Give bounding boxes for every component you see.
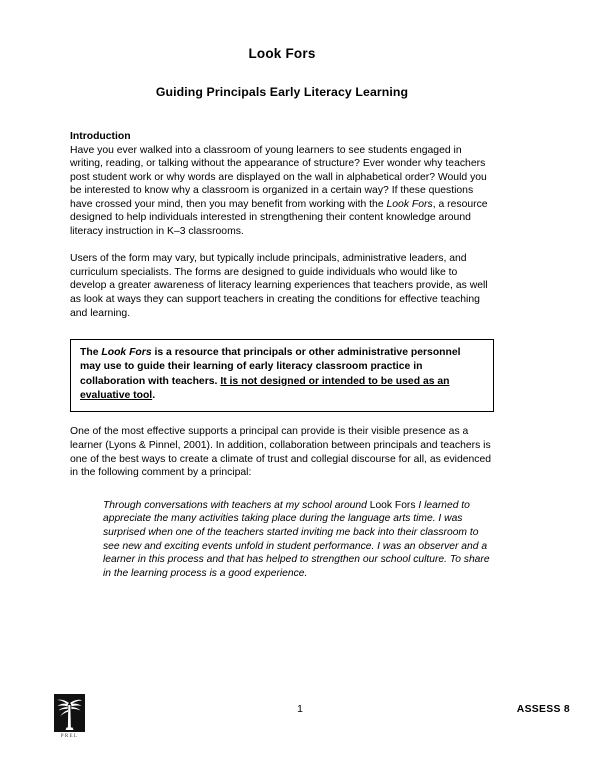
callout-trailing: . [152, 389, 156, 401]
intro-italic-term: Look Fors [386, 198, 433, 210]
intro-text-part-1: Have you ever walked into a classroom of young learners to see students engaged in writing, reading, or talking without the appearance of structure? Ever wonder why teachers post student work or why words are displayed on the wall in alphabetical order? Would you be interested to know why a classroom is organized in a certain way? If these questions have crossed your mind, then you may benefit from working with the [70, 144, 487, 210]
intro-paragraph [70, 144, 494, 239]
prel-logo-wordmark: PREL [60, 734, 79, 739]
callout-underlined-statement: It is not designed or intended to be used as an evaluative tool [80, 375, 450, 401]
callout-text [80, 346, 484, 403]
page-number: 1 [297, 704, 303, 715]
callout-italic-term: Look Fors [101, 347, 152, 359]
document-content [70, 0, 494, 580]
page-subtitle: Guiding Principals Early Literacy Learning [155, 85, 409, 99]
quote-upright-term: Look Fors [369, 499, 416, 511]
callout-lead: The [80, 347, 102, 359]
section-heading-introduction: Introduction [70, 131, 131, 142]
intro-text-part-2: , a resource designed to help individuals interested in strengthening their content knowledge around literacy instruction in K–3 classrooms. [70, 198, 488, 238]
principal-quote [70, 480, 494, 581]
callout-middle: is a resource that principals or other administrative personnel may use to guide their learning of early literacy classroom practice in collaboration with teachers. [80, 347, 461, 387]
quote-part-2: I learned to appreciate the many activities taking place during the language arts time. I was surprised when one of the teachers started inviting me back into their classroom to see new and exciting events unfold in student performance. I was an observer and a learner in this process and that has helped to strengthen our school culture. To share in the learning process is a good experience. [103, 499, 490, 579]
callout-box [70, 339, 494, 412]
quote-part-1: Through conversations with teachers at my school around [103, 499, 370, 511]
page-footer [0, 692, 600, 754]
prel-logo [54, 694, 86, 739]
support-paragraph: One of the most effective supports a principal can provide is their visible presence as a learner (Lyons & Pinnel, 2001). In addition, collaboration between principals and teachers is one of the best ways to create a climate of trust and collegial discourse for all, as evidenced in the following comment by a principal: [70, 426, 492, 479]
page-title: Look Fors [248, 46, 316, 61]
users-paragraph: Users of the form may vary, but typically include principals, administrative leaders, and curriculum specialists. The forms are designed to guide individuals who would like to develop a greater awareness of literacy learning experiences that teachers provide, as well as look at ways they can support teachers in creating the conditions for effective teaching and learning. [70, 253, 488, 319]
document-code: ASSESS 8 [516, 704, 570, 715]
